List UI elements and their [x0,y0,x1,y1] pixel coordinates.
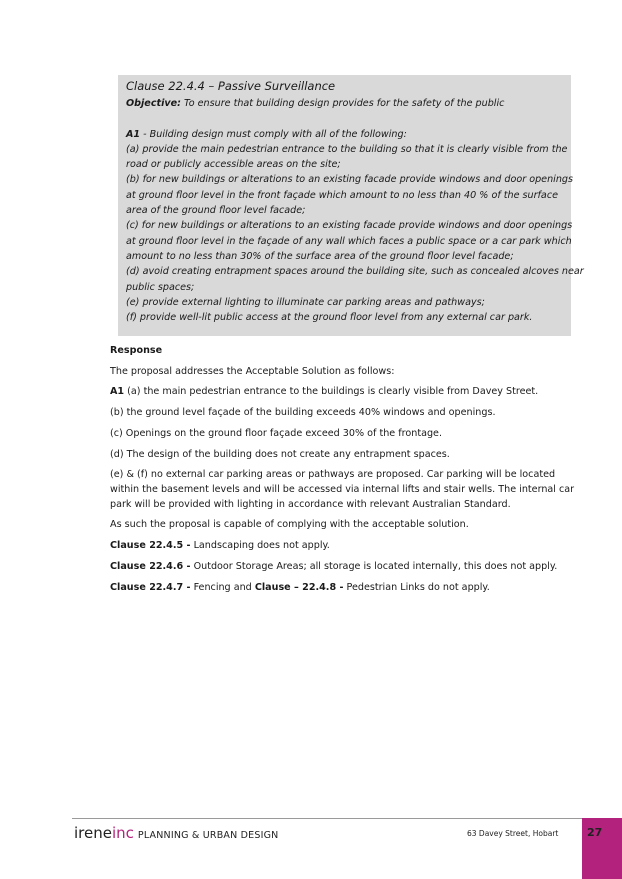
clause-a1 [126,127,563,142]
clause-22-4-6 [110,559,580,574]
clause-22-4-7-text: Fencing and [190,582,255,593]
clause-22-4-8-text: Pedestrian Links do not apply. [343,582,490,593]
clause-22-4-5-text: Landscaping does not apply. [190,540,330,551]
clause-box [118,75,584,336]
clause-line: at ground floor level in the façade of any wall which faces a public space or a car park which [126,235,572,247]
clause-line: area of the ground floor level facade; [126,205,306,217]
logo-inc: inc [111,824,134,842]
response-a1 [110,384,580,399]
clause-line: road or publicly accessible areas on the site; [126,159,341,171]
clause-22-4-6-text: Outdoor Storage Areas; all storage is located internally, this does not apply. [190,561,558,572]
response-a1-label: A1 [110,386,125,397]
response-ef: (e) & (f) no external car parking areas or pathways are proposed. Car parking will be located within the basement levels and will be accessed via internal lifts and stair wells. The internal car park will be provided with lighting in accordance with relevant Australian Standard. [110,469,575,510]
clause-22-4-7-8 [110,580,580,595]
clause-line: at ground floor level in the front façade which amount to no less than 40 % of the surface [126,189,558,201]
clause-22-4-5-label: Clause 22.4.5 - [110,540,191,551]
response-d: (d) The design of the building does not create any entrapment spaces. [110,449,450,460]
response-conclusion: As such the proposal is capable of complying with the acceptable solution. [110,519,469,530]
clause-line: (a) provide the main pedestrian entrance to the building so that it is clearly visible from the [126,143,568,155]
clause-22-4-7-label: Clause 22.4.7 - [110,582,191,593]
clause-line: (d) avoid creating entrapment spaces around the building site, such as concealed alcoves near [126,266,584,278]
page-number: 27 [587,826,603,839]
clause-line: (b) for new buildings or alterations to an existing facade provide windows and door openings [126,174,574,186]
footer-logo [74,824,278,842]
response-heading: Response [110,345,163,356]
clause-line: amount to no less than 30% of the surface area of the ground floor level facade; [126,250,514,262]
response-c: (c) Openings on the ground floor façade exceed 30% of the frontage. [110,428,443,439]
clause-22-4-5 [110,538,580,553]
objective-label: Objective: [126,98,181,109]
clause-title: Clause 22.4.4 – Passive Surveillance [126,79,336,93]
clause-line: (f) provide well-lit public access at the ground floor level from any external car park. [126,312,533,324]
logo-tagline: PLANNING & URBAN DESIGN [137,830,279,841]
clause-line: (c) for new buildings or alterations to an existing facade provide windows and door openings [126,220,573,232]
response-intro: The proposal addresses the Acceptable Solution as follows: [110,366,395,377]
blank-line [126,111,563,126]
logo-irene: irene [74,824,112,842]
clause-22-4-6-label: Clause 22.4.6 - [110,561,191,572]
objective-text: To ensure that building design provides for the safety of the public [180,98,505,109]
a1-label: A1 [126,128,141,140]
clause-line: (e) provide external lighting to illuminate car parking areas and pathways; [126,296,485,308]
clause-22-4-8-label: Clause – 22.4.8 - [254,582,344,593]
footer-address: 63 Davey Street, Hobart [467,829,559,838]
clause-line: public spaces; [126,281,195,293]
footer-divider [72,818,582,819]
clause-objective [126,96,563,111]
response-b: (b) the ground level façade of the building exceeds 40% windows and openings. [110,407,496,418]
response-a1-text: (a) the main pedestrian entrance to the buildings is clearly visible from Davey Street. [124,386,539,397]
a1-text: - Building design must comply with all of the following: [140,128,407,140]
